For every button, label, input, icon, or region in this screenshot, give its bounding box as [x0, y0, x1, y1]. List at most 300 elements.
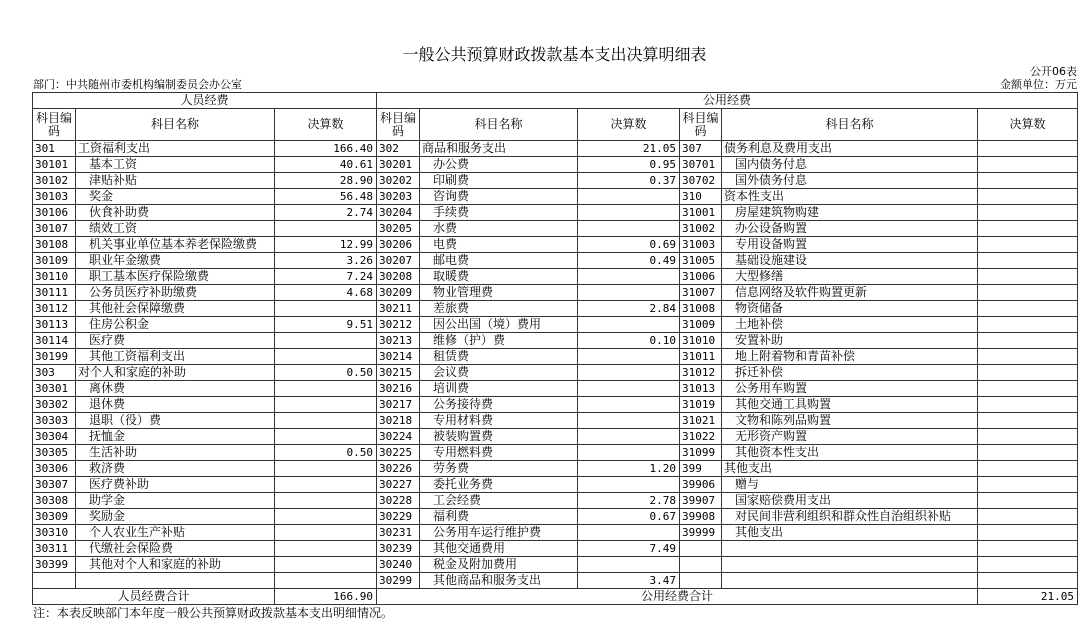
subject-name-cell: 电费: [420, 237, 578, 253]
table-row: [33, 365, 1078, 381]
table-row: [33, 541, 1078, 557]
subject-code-cell: 30213: [377, 333, 420, 349]
subject-code-cell: 39907: [680, 493, 722, 509]
subject-code-cell: 30208: [377, 269, 420, 285]
table-row: [33, 173, 1078, 189]
subject-code-cell: 30308: [33, 493, 76, 509]
amount-unit-label: 金额单位：万元: [1000, 78, 1077, 91]
subject-name-cell: 公务用车购置: [722, 381, 978, 397]
subject-code-cell: 30102: [33, 173, 76, 189]
subject-code-cell: 30209: [377, 285, 420, 301]
column-header-name: 科目名称: [722, 109, 978, 141]
subject-name-cell: 离休费: [76, 381, 275, 397]
table-row: [33, 445, 1078, 461]
subject-name-cell: 税金及附加费用: [420, 557, 578, 573]
final-amount-cell: [275, 413, 377, 429]
public-total-label: 公用经费合计: [377, 589, 978, 605]
subject-name-cell: 公务接待费: [420, 397, 578, 413]
subject-code-cell: 30306: [33, 461, 76, 477]
final-amount-cell: [275, 573, 377, 589]
final-amount-cell: 2.74: [275, 205, 377, 221]
subject-name-cell: 土地补偿: [722, 317, 978, 333]
table-row: [33, 477, 1078, 493]
subject-name-cell: 其他交通工具购置: [722, 397, 978, 413]
subject-code-cell: 307: [680, 141, 722, 157]
subject-code-cell: [33, 573, 76, 589]
final-amount-cell: [578, 429, 680, 445]
subject-code-cell: 30206: [377, 237, 420, 253]
table-row: [33, 269, 1078, 285]
subject-code-cell: 30112: [33, 301, 76, 317]
subject-name-cell: 代缴社会保险费: [76, 541, 275, 557]
subject-name-cell: 医疗费: [76, 333, 275, 349]
subject-name-cell: 物业管理费: [420, 285, 578, 301]
public-total-amount: 21.05: [978, 589, 1078, 605]
subject-name-cell: 基础设施建设: [722, 253, 978, 269]
personnel-total-label: 人员经费合计: [33, 589, 275, 605]
final-amount-cell: 0.50: [275, 365, 377, 381]
final-amount-cell: [978, 285, 1078, 301]
subject-name-cell: 工会经费: [420, 493, 578, 509]
subject-name-cell: [722, 573, 978, 589]
final-amount-cell: [578, 349, 680, 365]
subject-code-cell: 30399: [33, 557, 76, 573]
subject-name-cell: 咨询费: [420, 189, 578, 205]
final-amount-cell: [275, 509, 377, 525]
subject-name-cell: 资本性支出: [722, 189, 978, 205]
table-row: [33, 317, 1078, 333]
subject-name-cell: 地上附着物和青苗补偿: [722, 349, 978, 365]
final-amount-cell: [275, 381, 377, 397]
subject-name-cell: 基本工资: [76, 157, 275, 173]
subject-code-cell: 30218: [377, 413, 420, 429]
subject-code-cell: 31003: [680, 237, 722, 253]
final-amount-cell: 0.49: [578, 253, 680, 269]
subject-code-cell: 30110: [33, 269, 76, 285]
subject-code-cell: 303: [33, 365, 76, 381]
subject-code-cell: 30215: [377, 365, 420, 381]
final-amount-cell: 0.10: [578, 333, 680, 349]
subject-name-cell: 商品和服务支出: [420, 141, 578, 157]
subject-code-cell: 30226: [377, 461, 420, 477]
final-amount-cell: [275, 477, 377, 493]
subject-name-cell: 个人农业生产补贴: [76, 525, 275, 541]
final-amount-cell: [578, 557, 680, 573]
group-header-public: 公用经费: [377, 93, 1078, 109]
subject-code-cell: 30228: [377, 493, 420, 509]
subject-code-cell: 30109: [33, 253, 76, 269]
table-row: [33, 253, 1078, 269]
subject-code-cell: 301: [33, 141, 76, 157]
final-amount-cell: [578, 381, 680, 397]
subject-code-cell: [680, 573, 722, 589]
final-amount-cell: [978, 141, 1078, 157]
final-amount-cell: 40.61: [275, 157, 377, 173]
subject-code-cell: 31011: [680, 349, 722, 365]
subject-code-cell: 31009: [680, 317, 722, 333]
subject-code-cell: 30227: [377, 477, 420, 493]
final-amount-cell: [578, 445, 680, 461]
final-amount-cell: [275, 493, 377, 509]
subject-code-cell: 30201: [377, 157, 420, 173]
subject-name-cell: 房屋建筑物购建: [722, 205, 978, 221]
final-amount-cell: 9.51: [275, 317, 377, 333]
column-header-amount: 决算数: [275, 109, 377, 141]
subject-code-cell: 30303: [33, 413, 76, 429]
subject-code-cell: 39999: [680, 525, 722, 541]
subject-name-cell: 因公出国（境）费用: [420, 317, 578, 333]
subject-code-cell: 30305: [33, 445, 76, 461]
subject-name-cell: 文物和陈列品购置: [722, 413, 978, 429]
subject-code-cell: 30229: [377, 509, 420, 525]
final-amount-cell: [275, 349, 377, 365]
subject-name-cell: 职工基本医疗保险缴费: [76, 269, 275, 285]
final-amount-cell: [578, 317, 680, 333]
final-amount-cell: 0.67: [578, 509, 680, 525]
final-amount-cell: [275, 525, 377, 541]
table-row: [33, 205, 1078, 221]
subject-name-cell: 维修（护）费: [420, 333, 578, 349]
column-header-row: [33, 109, 1078, 141]
final-amount-cell: 12.99: [275, 237, 377, 253]
subject-code-cell: 31013: [680, 381, 722, 397]
subject-name-cell: 无形资产购置: [722, 429, 978, 445]
subject-code-cell: 30212: [377, 317, 420, 333]
final-amount-cell: 28.90: [275, 173, 377, 189]
final-amount-cell: [978, 301, 1078, 317]
final-amount-cell: [978, 557, 1078, 573]
table-row: [33, 333, 1078, 349]
table-row: [33, 509, 1078, 525]
subject-code-cell: 30217: [377, 397, 420, 413]
subject-name-cell: 债务利息及费用支出: [722, 141, 978, 157]
group-header-row: [33, 93, 1078, 109]
final-amount-cell: [978, 461, 1078, 477]
subject-name-cell: 被装购置费: [420, 429, 578, 445]
final-amount-cell: 3.47: [578, 573, 680, 589]
subject-code-cell: 30231: [377, 525, 420, 541]
subject-name-cell: 专用设备购置: [722, 237, 978, 253]
subject-name-cell: 对个人和家庭的补助: [76, 365, 275, 381]
subject-name-cell: 水费: [420, 221, 578, 237]
final-amount-cell: 0.37: [578, 173, 680, 189]
subject-code-cell: 30225: [377, 445, 420, 461]
final-amount-cell: [578, 221, 680, 237]
subject-code-cell: 31008: [680, 301, 722, 317]
subject-code-cell: 39908: [680, 509, 722, 525]
final-amount-cell: [275, 221, 377, 237]
footnote: 注：本表反映部门本年度一般公共预算财政拨款基本支出明细情况。: [33, 606, 394, 620]
subject-code-cell: 30204: [377, 205, 420, 221]
subject-name-cell: 邮电费: [420, 253, 578, 269]
final-amount-cell: [578, 397, 680, 413]
column-header-amount: 决算数: [578, 109, 680, 141]
table-row: [33, 413, 1078, 429]
final-amount-cell: 2.78: [578, 493, 680, 509]
subject-code-cell: 31010: [680, 333, 722, 349]
subject-name-cell: 专用材料费: [420, 413, 578, 429]
column-header-amount: 决算数: [978, 109, 1078, 141]
table-row: [33, 573, 1078, 589]
subject-code-cell: 30203: [377, 189, 420, 205]
final-amount-cell: 166.40: [275, 141, 377, 157]
subject-name-cell: 拆迁补偿: [722, 365, 978, 381]
table-body: [33, 141, 1078, 589]
subject-name-cell: 公务用车运行维护费: [420, 525, 578, 541]
subject-name-cell: 办公设备购置: [722, 221, 978, 237]
final-amount-cell: [978, 493, 1078, 509]
table-row: [33, 285, 1078, 301]
total-row: [33, 589, 1078, 605]
subject-code-cell: 30108: [33, 237, 76, 253]
final-amount-cell: [275, 429, 377, 445]
subject-code-cell: 30107: [33, 221, 76, 237]
final-amount-cell: [978, 189, 1078, 205]
subject-name-cell: 印刷费: [420, 173, 578, 189]
subject-code-cell: 399: [680, 461, 722, 477]
table-row: [33, 157, 1078, 173]
subject-name-cell: 国家赔偿费用支出: [722, 493, 978, 509]
subject-name-cell: 其他资本性支出: [722, 445, 978, 461]
subject-code-cell: 30101: [33, 157, 76, 173]
subject-name-cell: 医疗费补助: [76, 477, 275, 493]
subject-name-cell: 抚恤金: [76, 429, 275, 445]
final-amount-cell: 0.95: [578, 157, 680, 173]
subject-name-cell: 委托业务费: [420, 477, 578, 493]
subject-name-cell: 大型修缮: [722, 269, 978, 285]
subject-code-cell: 30701: [680, 157, 722, 173]
subject-name-cell: 其他社会保障缴费: [76, 301, 275, 317]
subject-name-cell: 赠与: [722, 477, 978, 493]
final-amount-cell: 3.26: [275, 253, 377, 269]
final-amount-cell: [978, 525, 1078, 541]
subject-name-cell: 办公费: [420, 157, 578, 173]
column-header-name: 科目名称: [76, 109, 275, 141]
final-amount-cell: [275, 301, 377, 317]
subject-name-cell: 租赁费: [420, 349, 578, 365]
subject-name-cell: 其他商品和服务支出: [420, 573, 578, 589]
subject-name-cell: 奖励金: [76, 509, 275, 525]
final-amount-cell: [978, 365, 1078, 381]
table-row: [33, 381, 1078, 397]
final-amount-cell: [978, 173, 1078, 189]
subject-code-cell: 30301: [33, 381, 76, 397]
column-header-code: 科目编码: [377, 109, 420, 141]
final-amount-cell: [578, 413, 680, 429]
subject-code-cell: 30214: [377, 349, 420, 365]
final-amount-cell: [275, 541, 377, 557]
final-amount-cell: [275, 333, 377, 349]
subject-name-cell: 津贴补贴: [76, 173, 275, 189]
subject-code-cell: 30307: [33, 477, 76, 493]
subject-name-cell: 住房公积金: [76, 317, 275, 333]
subject-code-cell: 30224: [377, 429, 420, 445]
final-amount-cell: 1.20: [578, 461, 680, 477]
subject-code-cell: [680, 557, 722, 573]
subject-code-cell: 30103: [33, 189, 76, 205]
final-amount-cell: [275, 557, 377, 573]
subject-name-cell: 信息网络及软件购置更新: [722, 285, 978, 301]
column-header-code: 科目编码: [33, 109, 76, 141]
subject-code-cell: 30106: [33, 205, 76, 221]
subject-code-cell: 31005: [680, 253, 722, 269]
subject-name-cell: 奖金: [76, 189, 275, 205]
table-row: [33, 189, 1078, 205]
final-amount-cell: [978, 397, 1078, 413]
subject-name-cell: 机关事业单位基本养老保险缴费: [76, 237, 275, 253]
subject-code-cell: 31019: [680, 397, 722, 413]
column-header-name: 科目名称: [420, 109, 578, 141]
final-amount-cell: [978, 157, 1078, 173]
subject-code-cell: 30111: [33, 285, 76, 301]
final-amount-cell: 0.69: [578, 237, 680, 253]
subject-code-cell: 39906: [680, 477, 722, 493]
department-label: 部门：中共随州市委机构编制委员会办公室: [33, 78, 242, 91]
final-amount-cell: 2.84: [578, 301, 680, 317]
subject-code-cell: 30207: [377, 253, 420, 269]
final-amount-cell: [275, 397, 377, 413]
subject-code-cell: 30211: [377, 301, 420, 317]
subject-name-cell: 工资福利支出: [76, 141, 275, 157]
subject-code-cell: 31001: [680, 205, 722, 221]
subject-code-cell: 31012: [680, 365, 722, 381]
subject-code-cell: 30302: [33, 397, 76, 413]
subject-code-cell: 31099: [680, 445, 722, 461]
subject-code-cell: 302: [377, 141, 420, 157]
subject-name-cell: 取暖费: [420, 269, 578, 285]
subject-name-cell: 福利费: [420, 509, 578, 525]
subject-code-cell: 30311: [33, 541, 76, 557]
table-row: [33, 237, 1078, 253]
group-header-personnel: 人员经费: [33, 93, 377, 109]
subject-name-cell: 安置补助: [722, 333, 978, 349]
subject-name-cell: 其他交通费用: [420, 541, 578, 557]
table-row: [33, 461, 1078, 477]
subject-name-cell: 会议费: [420, 365, 578, 381]
subject-code-cell: 30299: [377, 573, 420, 589]
table-row: [33, 493, 1078, 509]
subject-name-cell: 伙食补助费: [76, 205, 275, 221]
subject-name-cell: 退职（役）费: [76, 413, 275, 429]
final-amount-cell: 21.05: [578, 141, 680, 157]
form-number: 公开06表: [1030, 65, 1077, 78]
final-amount-cell: [978, 221, 1078, 237]
final-amount-cell: [578, 205, 680, 221]
final-amount-cell: [978, 477, 1078, 493]
final-amount-cell: [978, 253, 1078, 269]
subject-name-cell: 其他对个人和家庭的补助: [76, 557, 275, 573]
subject-name-cell: 劳务费: [420, 461, 578, 477]
final-amount-cell: [578, 269, 680, 285]
subject-code-cell: 30113: [33, 317, 76, 333]
personnel-total-amount: 166.90: [275, 589, 377, 605]
subject-code-cell: 30202: [377, 173, 420, 189]
table-row: [33, 397, 1078, 413]
subject-name-cell: 差旅费: [420, 301, 578, 317]
subject-name-cell: 助学金: [76, 493, 275, 509]
final-amount-cell: 0.50: [275, 445, 377, 461]
final-amount-cell: [978, 237, 1078, 253]
subject-code-cell: 31022: [680, 429, 722, 445]
subject-code-cell: 31021: [680, 413, 722, 429]
subject-name-cell: 物资储备: [722, 301, 978, 317]
table-row: [33, 525, 1078, 541]
table-row: [33, 301, 1078, 317]
subject-code-cell: 310: [680, 189, 722, 205]
subject-name-cell: 其他支出: [722, 525, 978, 541]
final-amount-cell: [978, 381, 1078, 397]
subject-name-cell: 生活补助: [76, 445, 275, 461]
final-amount-cell: [978, 445, 1078, 461]
final-amount-cell: [978, 349, 1078, 365]
table-row: [33, 429, 1078, 445]
report-title: 一般公共预算财政拨款基本支出决算明细表: [402, 45, 707, 64]
subject-name-cell: 专用燃料费: [420, 445, 578, 461]
expenditure-detail-table: [32, 92, 1078, 605]
subject-code-cell: 31002: [680, 221, 722, 237]
final-amount-cell: [578, 285, 680, 301]
subject-code-cell: [680, 541, 722, 557]
subject-name-cell: 其他支出: [722, 461, 978, 477]
final-amount-cell: [978, 205, 1078, 221]
subject-code-cell: 30310: [33, 525, 76, 541]
subject-name-cell: 职业年金缴费: [76, 253, 275, 269]
subject-name-cell: [76, 573, 275, 589]
subject-name-cell: [722, 541, 978, 557]
subject-code-cell: 31006: [680, 269, 722, 285]
final-amount-cell: [978, 573, 1078, 589]
subject-code-cell: 30114: [33, 333, 76, 349]
subject-code-cell: 30309: [33, 509, 76, 525]
final-amount-cell: [578, 189, 680, 205]
final-amount-cell: [978, 333, 1078, 349]
final-amount-cell: 56.48: [275, 189, 377, 205]
subject-code-cell: 31007: [680, 285, 722, 301]
table-row: [33, 221, 1078, 237]
subject-name-cell: 国外债务付息: [722, 173, 978, 189]
subject-name-cell: 国内债务付息: [722, 157, 978, 173]
table-row: [33, 349, 1078, 365]
subject-name-cell: 公务员医疗补助缴费: [76, 285, 275, 301]
subject-code-cell: 30240: [377, 557, 420, 573]
subject-name-cell: 其他工资福利支出: [76, 349, 275, 365]
table-row: [33, 557, 1078, 573]
final-amount-cell: [275, 461, 377, 477]
subject-code-cell: 30702: [680, 173, 722, 189]
subject-name-cell: [722, 557, 978, 573]
final-amount-cell: [978, 509, 1078, 525]
subject-code-cell: 30304: [33, 429, 76, 445]
subject-code-cell: 30199: [33, 349, 76, 365]
final-amount-cell: [978, 429, 1078, 445]
final-amount-cell: [978, 317, 1078, 333]
subject-name-cell: 绩效工资: [76, 221, 275, 237]
column-header-code: 科目编码: [680, 109, 722, 141]
subject-code-cell: 30205: [377, 221, 420, 237]
final-amount-cell: [578, 365, 680, 381]
subject-code-cell: 30216: [377, 381, 420, 397]
subject-name-cell: 培训费: [420, 381, 578, 397]
subject-name-cell: 救济费: [76, 461, 275, 477]
subject-name-cell: 退休费: [76, 397, 275, 413]
final-amount-cell: [578, 477, 680, 493]
final-amount-cell: [978, 269, 1078, 285]
final-amount-cell: 4.68: [275, 285, 377, 301]
final-amount-cell: 7.49: [578, 541, 680, 557]
subject-name-cell: 手续费: [420, 205, 578, 221]
final-amount-cell: [978, 413, 1078, 429]
subject-code-cell: 30239: [377, 541, 420, 557]
